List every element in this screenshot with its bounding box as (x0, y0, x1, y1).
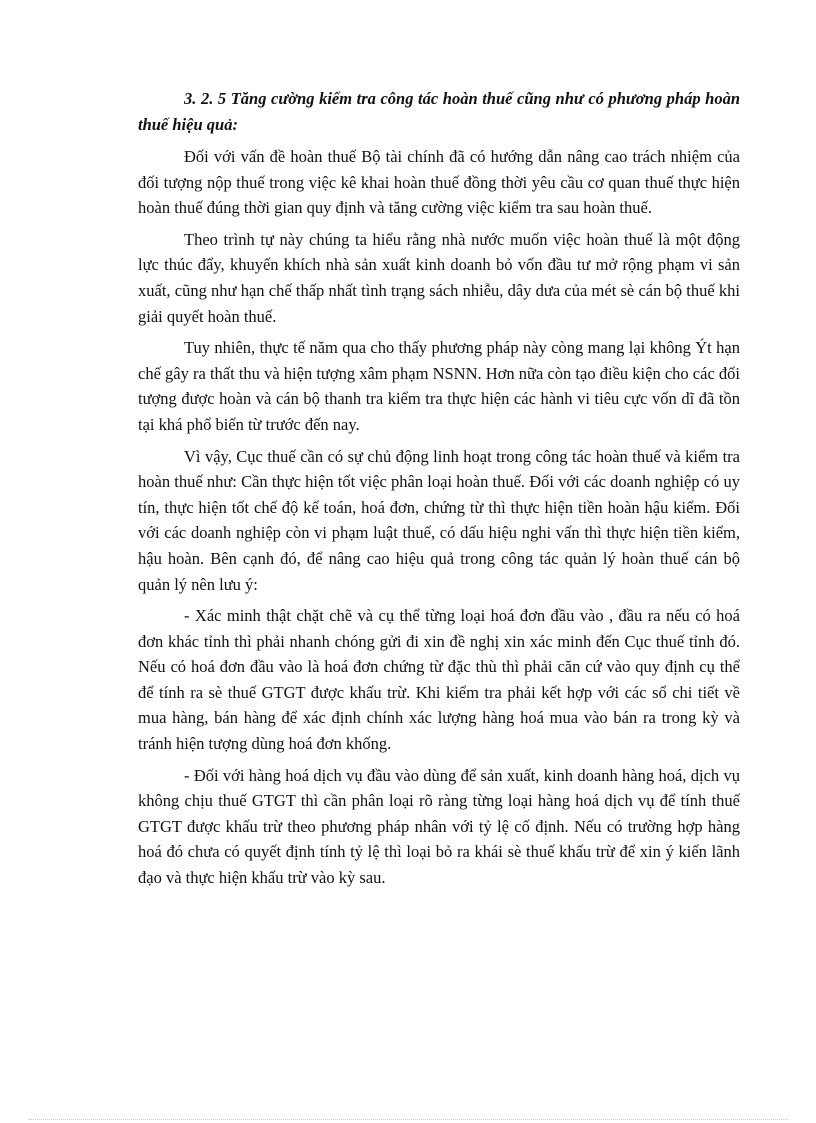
page-bottom-divider (28, 1119, 788, 1120)
paragraph-3: Tuy nhiên, thực tế năm qua cho thấy phương pháp này còng mang lại không Ýt hạn chế gây ra thất thu và hiện tượng xâm phạm NSNN. Hơn nữa còn tạo điều kiện cho các đối tượng được hoàn và cán bộ thanh tra kiểm tra thực hiện các hành vi tiêu cực vốn dĩ đã tồn tại khá phổ biến từ trước đến nay. (138, 338, 740, 434)
paragraph-2: Theo trình tự này chúng ta hiểu rằng nhà nước muốn việc hoàn thuế là một động lực thúc đẩy, khuyến khích nhà sản xuất kinh doanh bỏ vốn đầu tư mở rộng phạm vi sản xuất, cũng như hạn chế thấp nhất tình trạng sách nhiễu, dây dưa của mét sè cán bộ thuế khi giải quyết hoàn thuế. (138, 229, 740, 326)
paragraph-6: - Đối với hàng hoá dịch vụ đầu vào dùng để sản xuất, kinh doanh hàng hoá, dịch vụ không chịu thuế GTGT thì cần phân loại rõ ràng từng loại hàng hoá dịch vụ để tính thuế GTGT được khấu trừ theo phương pháp nhân với tỷ lệ cố định. Nếu có trường hợp hàng hoá đó chưa có quyết định tính tỷ lệ thì loại bỏ ra khái sè thuế khấu trừ để xin ý kiến lãnh đạo và thực hiện khấu trừ vào kỳ sau. (138, 765, 740, 888)
paragraph-5: - Xác minh thật chặt chẽ và cụ thể từng loại hoá đơn đầu vào , đầu ra nếu có hoá đơn khác tỉnh thì phải nhanh chóng gửi đi xin đề nghị xin xác minh đến Cục thuế tỉnh đó. Nếu có hoá đơn đầu vào là hoá đơn chứng từ đặc thù thì phải căn cứ vào quy định cụ thể để tính ra sè thuế GTGT được khấu trừ. Khi kiểm tra phải kết hợp với các sổ chi tiết về mua hàng, bán hàng để xác định chính xác lượng hàng hoá mua vào bán ra trong kỳ và tránh hiện tượng dùng hoá đơn khống. (138, 606, 740, 754)
section-heading: 3. 2. 5 Tăng cường kiểm tra công tác hoàn thuế cũng như có phương pháp hoàn thuế hiệu quả: (138, 89, 740, 134)
paragraph-1: Đối với vấn đề hoàn thuế Bộ tài chính đã có hướng dẫn nâng cao trách nhiệm của đối tượng nộp thuế trong việc kê khai hoàn thuế đồng thời yêu cầu cơ quan thuế thực hiện hoàn thuế đúng thời gian quy định và tăng cường việc kiểm tra sau hoàn thuế. (138, 147, 740, 218)
paragraph-4: Vì vậy, Cục thuế cần có sự chủ động linh hoạt trong công tác hoàn thuế và kiểm tra hoàn thuế như: Cần thực hiện tốt việc phân loại hoàn thuế. Đối với các doanh nghiệp có uy tín, thực hiện tốt chế độ kế toán, hoá đơn, chứng từ thì thực hiện tiền hoàn hậu kiểm. Đối với các doanh nghiệp còn vi phạm luật thuế, có dấu hiệu nghi vấn thì thực hiện tiền kiểm, hậu hoàn. Bên cạnh đó, để nâng cao hiệu quả trong công tác quản lý hoàn thuế cán bộ quản lý nên lưu ý: (138, 446, 740, 594)
document-body (138, 86, 740, 897)
